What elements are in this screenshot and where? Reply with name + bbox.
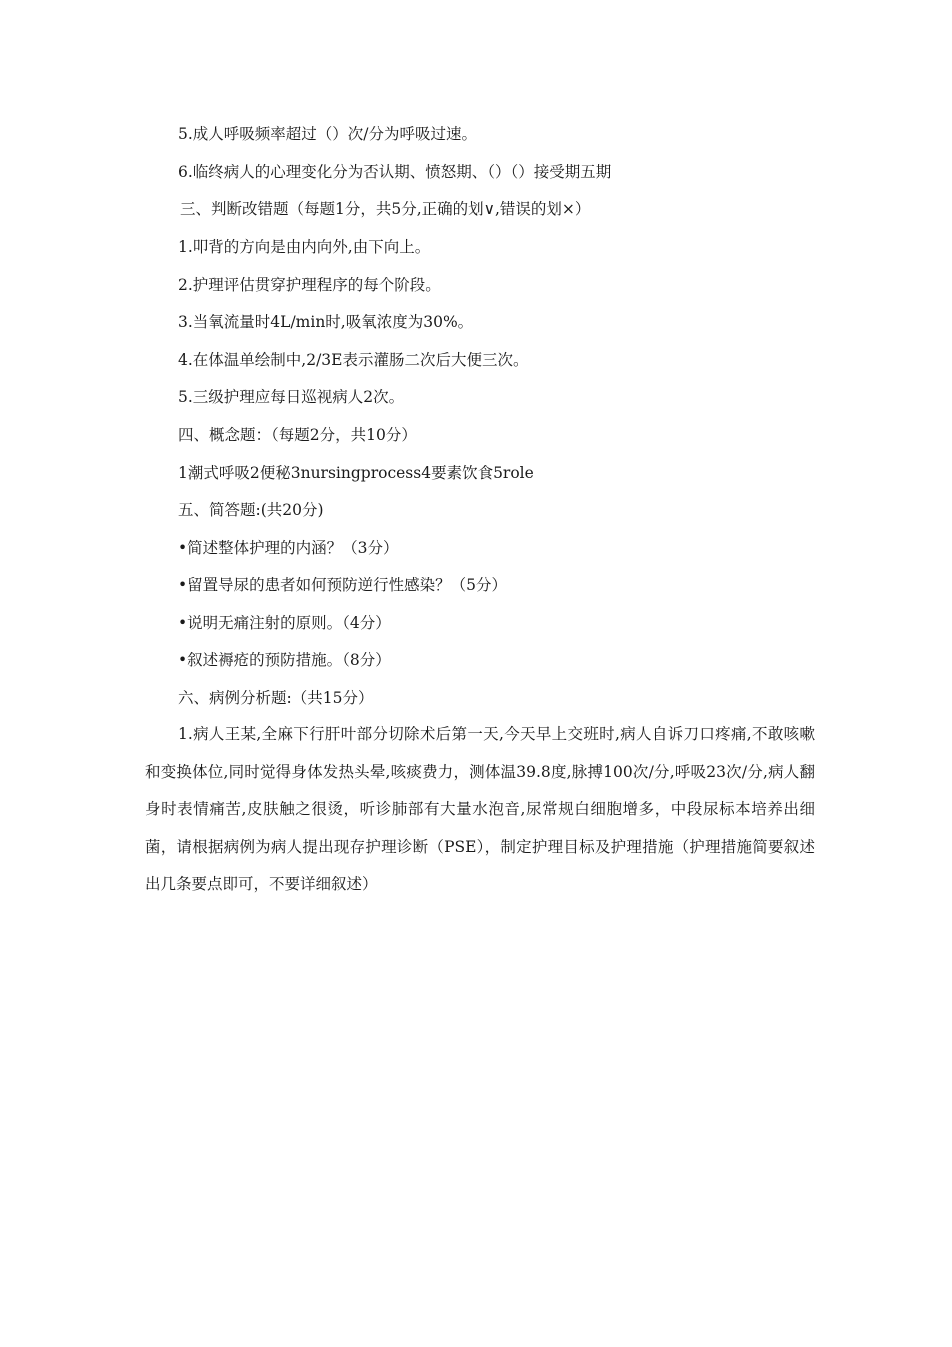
case-analysis-paragraph: 1.病人王某,全麻下行肝叶部分切除术后第一天,今天早上交班时,病人自诉刀口疼痛,不敢咳嗽和变换体位,同时觉得身体发热头晕,咳痰费力，测体温39.8度,脉搏100次/分,呼吸23次/分,病人翻身时表情痛苦,皮肤触之很烫，听诊肺部有大量水泡音,尿常规白细胞增多，中段尿标本培养出细菌，请根据病例为病人提出现存护理诊断（PSE），制定护理目标及护理措施（护理措施简要叙述出几条要点即可，不要详细叙述） (145, 725, 815, 893)
tf-item-4: 4.在体温单绘制中,2/3E表示灌肠二次后大便三次。 (178, 351, 529, 369)
section-heading-short-answer: 五、简答题:(共20分) (178, 501, 324, 519)
tf-item-1: 1.叩背的方向是由内向外,由下向上。 (178, 238, 431, 256)
question-line-6-dying-psychology: 6.临终病人的心理变化分为否认期、愤怒期、（）（）接受期五期 (178, 163, 612, 181)
concept-terms-list: 1潮式呼吸2便秘3nursingprocess4要素饮食5role (178, 464, 534, 482)
tf-item-2: 2.护理评估贯穿护理程序的每个阶段。 (178, 276, 441, 294)
tf-item-3: 3.当氧流量时4L/min时,吸氧浓度为30%。 (178, 313, 474, 331)
section-heading-concepts: 四、概念题：（每题2分，共10分） (178, 426, 417, 444)
section-heading-case-analysis: 六、病例分析题:（共15分） (178, 689, 374, 707)
short-answer-item-2: •留置导尿的患者如何预防逆行性感染？（5分） (178, 576, 508, 594)
tf-item-5: 5.三级护理应每日巡视病人2次。 (178, 388, 405, 406)
section-heading-true-false: 三、判断改错题（每题1分，共5分,正确的划∨,错误的划×） (180, 200, 591, 218)
question-line-5-breathing: 5.成人呼吸频率超过（）次/分为呼吸过速。 (178, 125, 478, 143)
short-answer-item-4: •叙述褥疮的预防措施。（8分） (178, 651, 391, 669)
short-answer-item-1: •简述整体护理的内涵？（3分） (178, 539, 399, 557)
short-answer-item-3: •说明无痛注射的原则。（4分） (178, 614, 391, 632)
